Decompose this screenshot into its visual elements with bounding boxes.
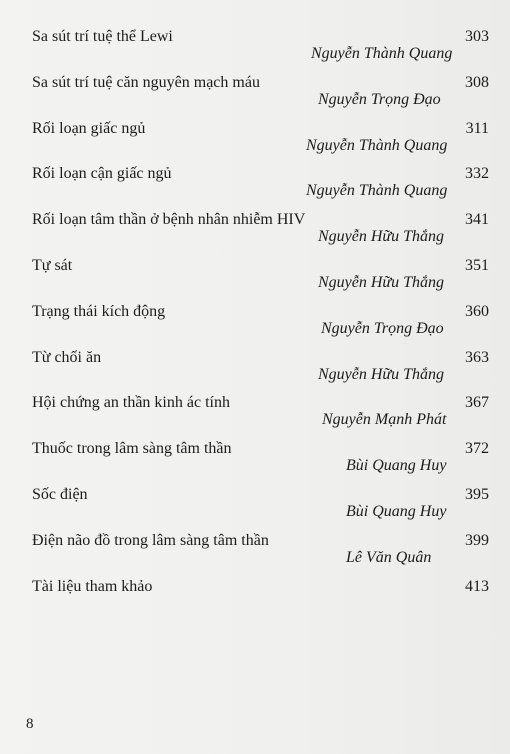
- entry-title: Tự sát: [32, 256, 73, 274]
- entry-page: 367: [465, 394, 489, 412]
- toc-entry: [0, 384, 510, 430]
- entry-author: Nguyễn Hữu Thắng: [318, 228, 445, 246]
- entry-title: Sa sút trí tuệ thể Lewi: [32, 28, 173, 45]
- toc-entry: [0, 293, 510, 339]
- entry-title: Trạng thái kích động: [32, 302, 166, 320]
- entry-page: 413: [465, 577, 489, 595]
- toc-entry: [0, 110, 510, 156]
- entry-title: Hội chứng an thần kinh ác tính: [32, 394, 230, 412]
- entry-page: 372: [465, 440, 489, 458]
- toc-entry: [0, 201, 510, 247]
- entry-page: 332: [465, 165, 489, 183]
- entry-page: 341: [465, 211, 489, 229]
- toc-entry: [0, 430, 510, 476]
- toc-entry: [0, 64, 510, 110]
- entry-author: Nguyễn Thành Quang: [311, 45, 453, 62]
- entry-author: Nguyễn Thành Quang: [306, 136, 448, 154]
- entry-title: Rối loạn giấc ngủ: [32, 119, 146, 137]
- entry-title: Sa sút trí tuệ căn nguyên mạch máu: [32, 73, 260, 91]
- toc-entry: [0, 568, 510, 614]
- entry-title: Tài liệu tham khảo: [32, 577, 153, 595]
- toc-entry: [0, 155, 510, 201]
- entry-author: Nguyễn Hữu Thắng: [318, 365, 445, 383]
- entry-author: Nguyễn Hữu Thắng: [318, 273, 445, 291]
- entry-page: 363: [465, 348, 489, 366]
- entry-page: 351: [465, 256, 489, 274]
- entry-author: Lê Văn Quân: [346, 548, 432, 566]
- entry-page: 308: [465, 73, 489, 91]
- toc-entry: [0, 339, 510, 385]
- entry-page: 303: [465, 28, 489, 45]
- toc-entry: [0, 522, 510, 568]
- entry-author: Nguyễn Thành Quang: [306, 182, 448, 200]
- entry-page: 360: [465, 302, 489, 320]
- entry-page: 311: [465, 119, 489, 137]
- entry-title: Điện não đồ trong lâm sàng tâm thần: [32, 531, 269, 549]
- entry-page: 399: [465, 531, 489, 549]
- toc-entry: [0, 247, 510, 293]
- entry-author: Bùi Quang Huy: [346, 502, 447, 520]
- entry-author: Nguyễn Trọng Đạo: [321, 319, 444, 337]
- entry-title: Thuốc trong lâm sàng tâm thần: [32, 440, 232, 458]
- table-of-contents: [0, 18, 510, 613]
- entry-author: Bùi Quang Huy: [346, 457, 447, 475]
- toc-entry: [0, 476, 510, 522]
- entry-title: Sốc điện: [32, 485, 88, 503]
- entry-author: Nguyễn Trọng Đạo: [318, 90, 441, 108]
- entry-title: Từ chối ăn: [32, 348, 102, 366]
- entry-author: Nguyễn Mạnh Phát: [322, 411, 447, 429]
- entry-page: 395: [465, 485, 489, 503]
- toc-entry: [0, 18, 510, 64]
- page-number: 8: [26, 716, 34, 732]
- entry-title: Rối loạn cận giấc ngủ: [32, 165, 172, 183]
- entry-title: Rối loạn tâm thần ở bệnh nhân nhiễm HIV: [32, 211, 306, 229]
